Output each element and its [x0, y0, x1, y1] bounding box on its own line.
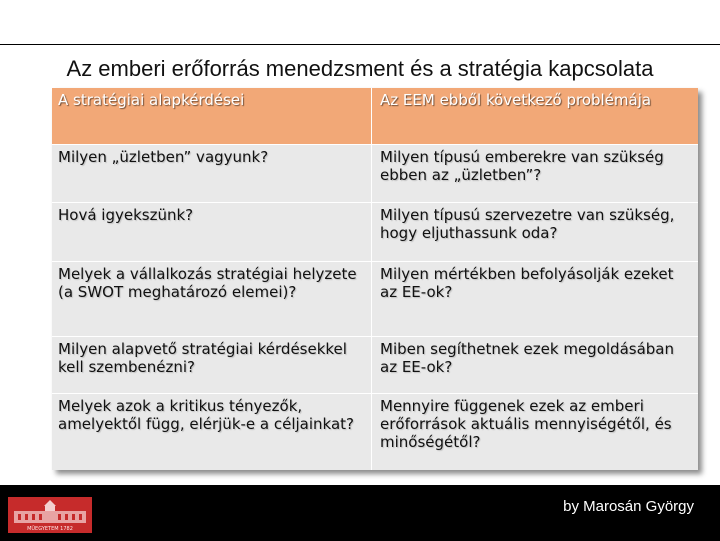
- row-1-question: Milyen „üzletben” vagyunk?: [52, 145, 372, 202]
- row-4-question: Milyen alapvető stratégiai kérdésekkel kell szembenézni?: [52, 337, 372, 393]
- building-icon: [8, 497, 92, 533]
- strategy-table: [52, 88, 698, 470]
- logo-text: MŰEGYETEM 1782: [27, 526, 73, 532]
- row-3-question: Melyek a vállalkozás stratégiai helyzete (a SWOT meghatározó elemei)?: [52, 262, 372, 336]
- table-header-row: [52, 88, 698, 145]
- row-3-problem: Milyen mértékben befolyásolják ezeket az EE-ok?: [372, 262, 698, 336]
- row-5-question: Melyek azok a kritikus tényezők, amelyektől függ, elérjük-e a céljainkat?: [52, 394, 372, 470]
- table-row: [52, 262, 698, 337]
- author-credit: by Marosán György: [563, 498, 694, 515]
- row-2-question: Hová igyekszünk?: [52, 203, 372, 261]
- row-1-problem: Milyen típusú emberekre van szükség ebben az „üzletben”?: [372, 145, 698, 202]
- row-2-problem: Milyen típusú szervezetre van szükség, hogy eljuthassunk oda?: [372, 203, 698, 261]
- top-divider: [0, 44, 720, 45]
- row-5-problem: Mennyire függenek ezek az emberi erőforrások aktuális mennyiségétől, és minőségétől?: [372, 394, 698, 470]
- university-logo: [8, 497, 92, 533]
- table-row: [52, 203, 698, 262]
- slide-title: Az emberi erőforrás menedzsment és a stratégia kapcsolata: [66, 56, 654, 81]
- table-row: [52, 394, 698, 470]
- header-cell-right: Az EEM ebből következő problémája: [372, 88, 698, 144]
- header-cell-left: A stratégiai alapkérdései: [52, 88, 372, 144]
- table-row: [52, 337, 698, 394]
- table-row: [52, 145, 698, 203]
- row-4-problem: Miben segíthetnek ezek megoldásában az EE-ok?: [372, 337, 698, 393]
